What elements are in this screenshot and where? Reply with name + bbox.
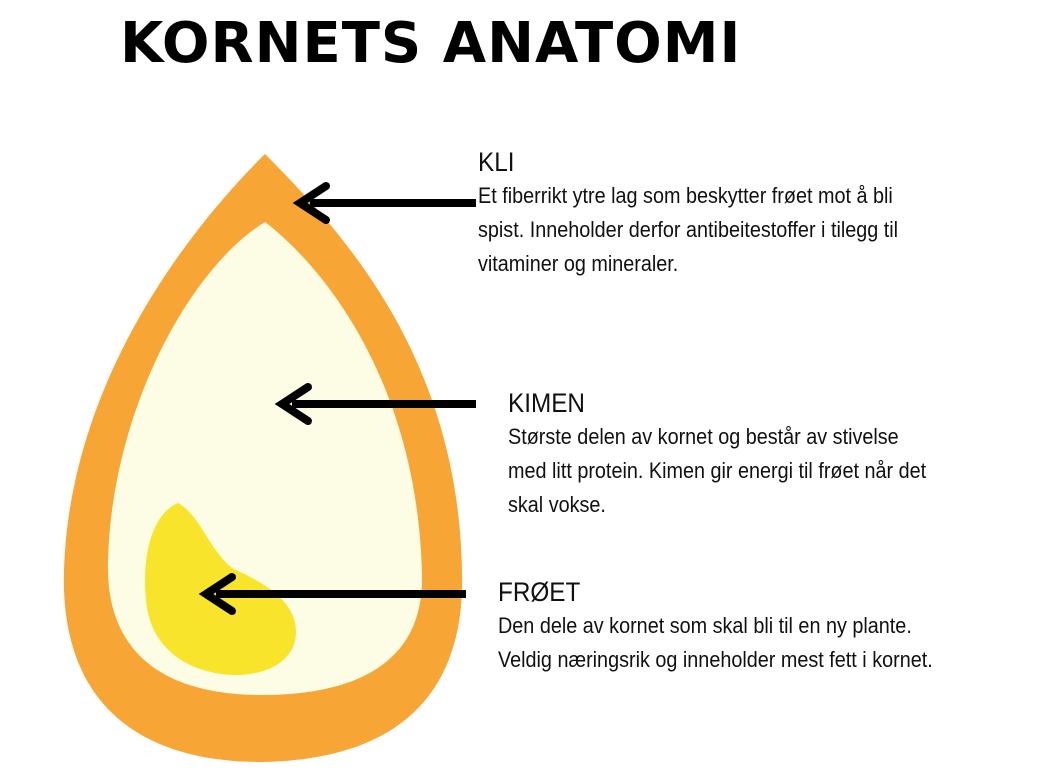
label-kimen-line-2: med litt protein. Kimen gir energi til frøet når det bbox=[508, 458, 927, 483]
label-kli bbox=[478, 145, 945, 281]
page-title: KORNETS ANATOMI bbox=[120, 11, 742, 76]
label-kimen-line-3: skal vokse. bbox=[508, 492, 606, 517]
arrow-kli bbox=[300, 186, 476, 220]
label-kli-line-3: vitaminer og mineraler. bbox=[478, 251, 679, 276]
label-kimen-line-1: Største delen av kornet og består av stivelse bbox=[508, 424, 899, 449]
label-froet-line-1: Den dele av kornet som skal bli til en ny plante. bbox=[498, 613, 912, 638]
label-froet-title: FRØET bbox=[498, 577, 581, 607]
label-kli-line-1: Et fiberrikt ytre lag som beskytter frøet mot å bli bbox=[478, 183, 893, 208]
label-kimen bbox=[508, 386, 973, 522]
label-kli-line-2: spist. Inneholder derfor antibeitestoffer i tilegg til bbox=[478, 217, 899, 242]
label-kimen-title: KIMEN bbox=[508, 388, 585, 418]
label-froet-line-2: Veldig næringsrik og inneholder mest fett i kornet. bbox=[498, 647, 933, 672]
label-froet bbox=[498, 575, 981, 677]
label-kli-title: KLI bbox=[478, 147, 515, 177]
